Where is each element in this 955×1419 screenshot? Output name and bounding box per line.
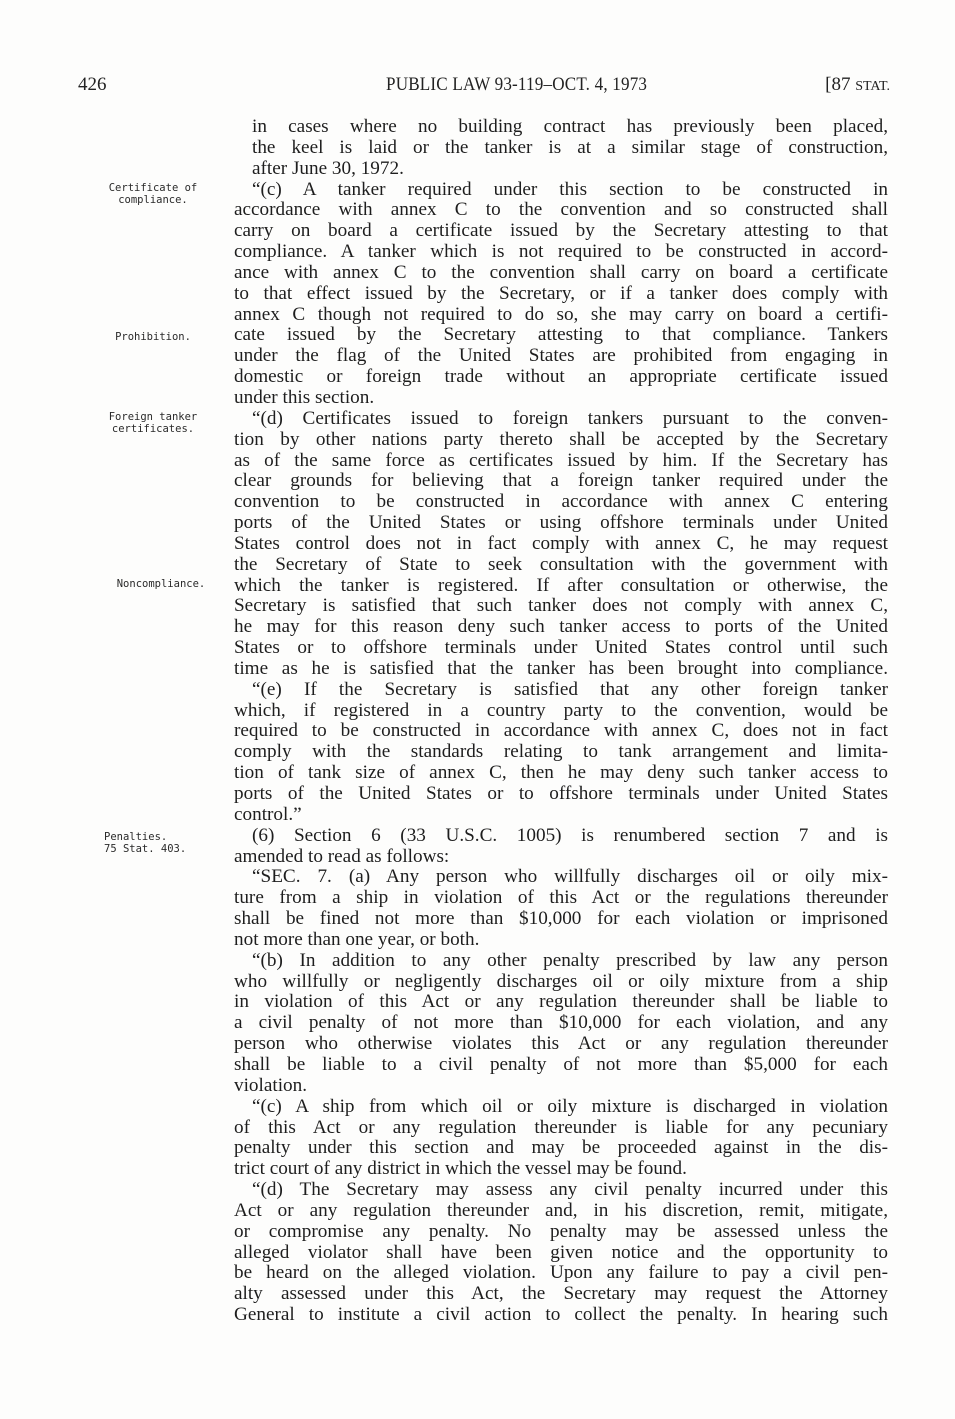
text-line: “(d) The Secretary may assess any civil penalty incurred under this (252, 1179, 888, 1201)
text-line: which the tanker is registered. If after consultation or otherwise, the (234, 574, 888, 596)
text-line: person who otherwise violates this Act or any regulation thereunder (234, 1033, 888, 1055)
page-header (78, 74, 890, 98)
text-line: a civil penalty of not more than $10,000 for each violation, and any (234, 1012, 888, 1034)
text-line: time as he is satisfied that the tanker has been brought into compliance. (234, 657, 888, 679)
text-line: clear grounds for believing that a foreign tanker required under the (234, 470, 888, 492)
text-line: not more than one year, or both. (234, 928, 480, 950)
margin-note-certificate (78, 182, 228, 206)
text-line: convention to be constructed in accordance with annex C entering (234, 491, 888, 513)
text-line: under this section. (234, 386, 375, 408)
text-line: “(b) In addition to any other penalty prescribed by law any person (252, 949, 888, 971)
margin-note-prohibition (78, 331, 228, 343)
text-line: under the flag of the United States are prohibited from engaging in (234, 345, 888, 367)
text-line: General to institute a civil action to collect the penalty. In hearing such (234, 1304, 888, 1326)
margin-note-line: Noncompliance. (116, 578, 206, 590)
text-line: accordance with annex C to the convention and so constructed shall (234, 199, 888, 221)
text-line: ports of the United States or using offshore terminals under United (234, 512, 888, 534)
text-line: of this Act or any regulation thereunder is liable for any pecuniary (234, 1116, 888, 1138)
text-line: ance with annex C to the convention shall carry on board a certificate (234, 261, 888, 283)
margin-note-line: Prohibition. (115, 331, 191, 343)
margin-note-line: certificates. (111, 423, 195, 435)
text-line: to that effect issued by the Secretary, or if a tanker does comply with (234, 282, 888, 304)
text-line: alty assessed under this Act, the Secretary may request the Attorney (234, 1283, 888, 1305)
margin-note-line: Penalties. (104, 831, 168, 843)
text-line: “(c) A tanker required under this section to be constructed in (252, 178, 888, 200)
text-line: compliance. A tanker which is not required to be constructed in accord- (234, 241, 888, 263)
statute-volume: [87 (825, 74, 856, 95)
running-title: PUBLIC LAW 93-119–OCT. 4, 1973 (386, 74, 648, 95)
text-line: (6) Section 6 (33 U.S.C. 1005) is renumbered section 7 and is (252, 824, 888, 846)
text-line: required to be constructed in accordance with annex C, does not in fact (234, 720, 888, 742)
text-line: the keel is laid or the tanker is at a similar stage of construction, (252, 136, 888, 158)
statute-body-text (234, 117, 888, 1326)
text-line: ture from a ship in violation of this Act or the regulations thereunder (234, 887, 888, 909)
margin-note-line: Certificate of (108, 182, 198, 194)
statute-reference (825, 74, 890, 96)
page-number: 426 (78, 74, 107, 95)
text-line: annex C though not required to do so, she may carry on board a certifi- (234, 303, 888, 325)
text-line: be heard on the alleged violation. Upon any failure to pay a civil pen- (234, 1262, 888, 1284)
text-line: violation. (234, 1074, 308, 1096)
text-line: as of the same force as certificates issued by him. If the Secretary has (234, 449, 888, 471)
margin-note-line: Foreign tanker (108, 411, 198, 423)
text-line: Secretary is satisfied that such tanker does not comply with annex C, (234, 595, 888, 617)
text-line: who willfully or negligently discharges oil or oily mixture from a ship (234, 970, 888, 992)
text-line: Act or any regulation thereunder and, in his discretion, remit, mitigate, (234, 1199, 888, 1221)
text-line: tion of tank size of annex C, then he may deny such tanker access to (234, 762, 888, 784)
text-line: tion by other nations party thereto shall be accepted by the Secretary (234, 428, 888, 450)
margin-note-line: 75 Stat. 403. (104, 843, 187, 855)
text-line: “(d) Certificates issued to foreign tankers pursuant to the conven- (252, 407, 888, 429)
text-line: ports of the United States or to offshore terminals under United States (234, 783, 888, 804)
text-line: “(c) A ship from which oil or oily mixture is discharged in violation (252, 1095, 888, 1117)
text-line: States control does not in fact comply with annex C, he may request (234, 532, 888, 554)
text-line: shall be fined not more than $10,000 for each violation or imprisoned (234, 908, 888, 930)
text-line: trict court of any district in which the vessel may be found. (234, 1158, 687, 1180)
margin-note-penalties (104, 831, 254, 855)
text-line: in cases where no building contract has previously been placed, (252, 116, 888, 137)
text-line: he may for this reason deny such tanker access to ports of the United (234, 616, 888, 638)
text-line: alleged violator shall have been given notice and the opportunity to (234, 1241, 888, 1263)
statute-label: STAT. (855, 79, 890, 94)
margin-note-foreign-tanker (78, 411, 228, 435)
text-line: States or to offshore terminals under United States control until such (234, 637, 888, 659)
text-line: or compromise any penalty. No penalty may be assessed unless the (234, 1220, 888, 1242)
margin-note-line: compliance. (118, 194, 188, 206)
text-line: control.” (234, 803, 302, 825)
text-line: amended to read as follows: (234, 845, 450, 867)
text-line: which, if registered in a country party to the convention, would be (234, 699, 888, 721)
text-line: shall be liable to a civil penalty of not more than $5,000 for each (234, 1053, 888, 1075)
margin-note-noncompliance (86, 578, 236, 590)
text-line: domestic or foreign trade without an appropriate certificate issued (234, 366, 888, 388)
text-line: comply with the standards relating to tank arrangement and limita- (234, 741, 888, 763)
text-line: after June 30, 1972. (252, 157, 404, 179)
text-line: “SEC. 7. (a) Any person who willfully discharges oil or oily mix- (252, 866, 888, 888)
text-line: in violation of this Act or any regulation thereunder shall be liable to (234, 991, 888, 1013)
text-line: “(e) If the Secretary is satisfied that any other foreign tanker (252, 678, 888, 700)
text-line: carry on board a certificate issued by the Secretary attesting to that (234, 220, 888, 242)
text-line: cate issued by the Secretary attesting to that compliance. Tankers (234, 324, 888, 346)
text-line: penalty under this section and may be proceeded against in the dis- (234, 1137, 888, 1159)
text-line: the Secretary of State to seek consultation with the government with (234, 553, 888, 575)
